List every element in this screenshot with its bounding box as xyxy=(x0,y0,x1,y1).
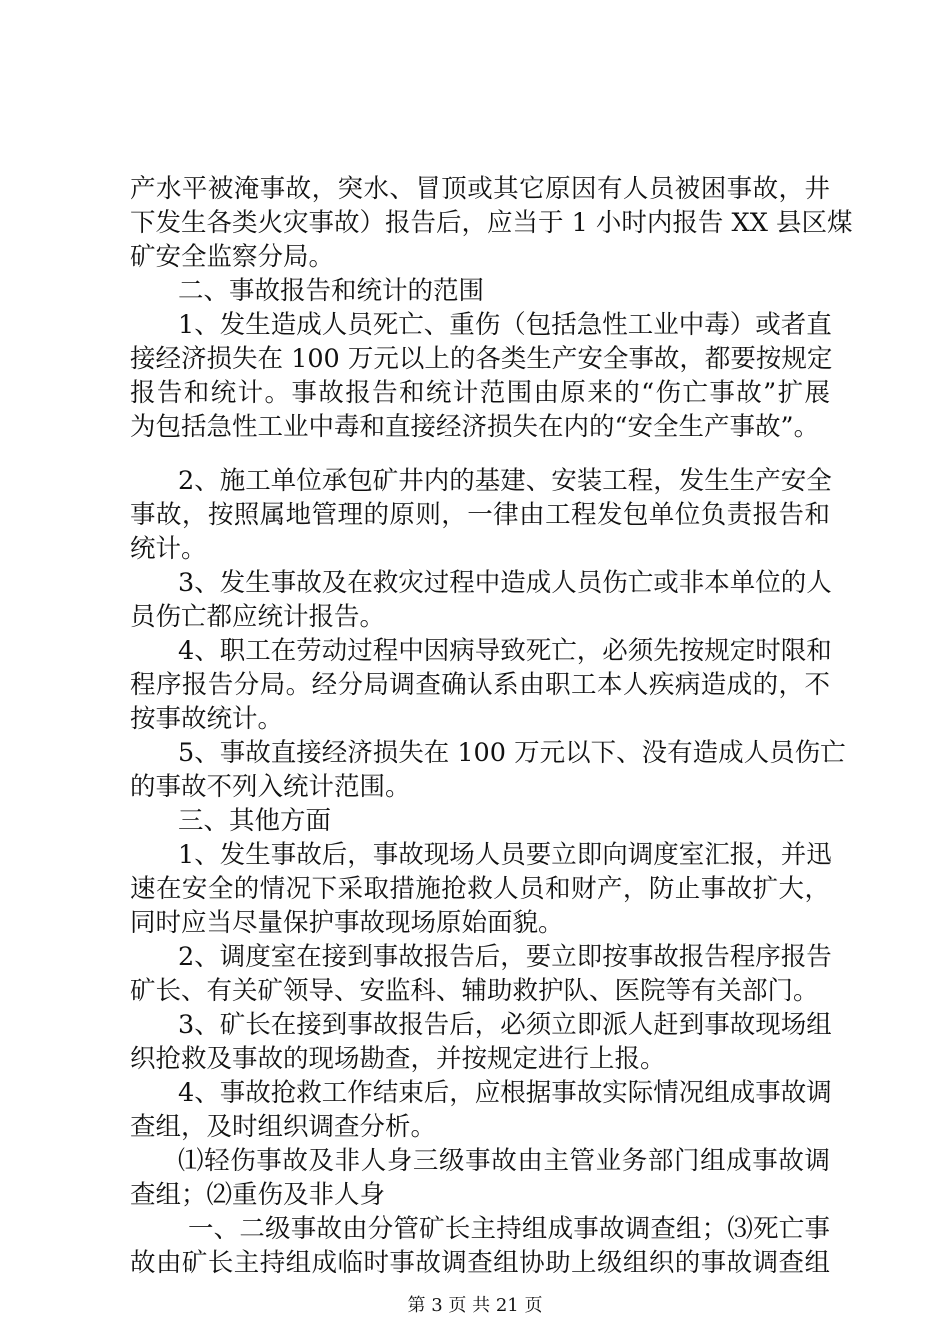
paragraph-line: 产水平被淹事故，突水、冒顶或其它原因有人员被困事故，井 xyxy=(130,174,830,204)
paragraph-line: 接经济损失在 100 万元以上的各类生产安全事故，都要按规定 xyxy=(130,344,833,374)
paragraph-line: 1、发生造成人员死亡、重伤（包括急性工业中毒）或者直 xyxy=(178,310,832,340)
paragraph-line: 2、调度室在接到事故报告后，要立即按事故报告程序报告 xyxy=(178,942,832,972)
section-heading: 三、其他方面 xyxy=(178,806,332,836)
section-heading: 二、事故报告和统计的范围 xyxy=(178,276,485,306)
paragraph-line: 2、施工单位承包矿井内的基建、安装工程，发生生产安全 xyxy=(178,466,832,496)
paragraph-line: 的事故不列入统计范围。 xyxy=(130,772,411,802)
paragraph-line: 矿长、有关矿领导、安监科、辅助救护队、医院等有关部门。 xyxy=(130,976,819,1006)
paragraph-line: 按事故统计。 xyxy=(130,704,284,734)
paragraph-line: 统计。 xyxy=(130,534,207,564)
paragraph-line: 3、矿长在接到事故报告后，必须立即派人赶到事故现场组 xyxy=(178,1010,832,1040)
paragraph-line: ⑴轻伤事故及非人身三级事故由主管业务部门组成事故调 xyxy=(178,1146,830,1176)
paragraph-line: 故由矿长主持组成临时事故调查组协助上级组织的事故调查组 xyxy=(130,1248,830,1278)
paragraph-line: 程序报告分局。经分局调查确认系由职工本人疾病造成的，不 xyxy=(130,670,830,700)
paragraph-line: 员伤亡都应统计报告。 xyxy=(130,602,386,632)
paragraph-line: 报告和统计。事故报告和统计范围由原来的“伤亡事故”扩展 xyxy=(130,378,830,408)
paragraph-line: 为包括急性工业中毒和直接经济损失在内的“安全生产事故”。 xyxy=(130,412,820,442)
paragraph-line: 矿安全监察分局。 xyxy=(130,242,335,272)
paragraph-line: 下发生各类火灾事故）报告后，应当于 1 小时内报告 XX 县区煤 xyxy=(130,208,853,238)
paragraph-line: 4、事故抢救工作结束后，应根据事故实际情况组成事故调 xyxy=(178,1078,832,1108)
paragraph-line: 查组，及时组织调查分析。 xyxy=(130,1112,437,1142)
paragraph-line: 查组；⑵重伤及非人身 xyxy=(130,1180,386,1210)
paragraph-line: 一、二级事故由分管矿长主持组成事故调查组；⑶死亡事 xyxy=(188,1214,830,1244)
paragraph-line: 1、发生事故后，事故现场人员要立即向调度室汇报，并迅 xyxy=(178,840,832,870)
paragraph-line: 3、发生事故及在救灾过程中造成人员伤亡或非本单位的人 xyxy=(178,568,832,598)
paragraph-line: 速在安全的情况下采取措施抢救人员和财产，防止事故扩大， xyxy=(130,874,830,904)
paragraph-line: 4、职工在劳动过程中因病导致死亡，必须先按规定时限和 xyxy=(178,636,832,666)
page-footer: 第 3 页 共 21 页 xyxy=(407,1295,543,1316)
paragraph-line: 织抢救及事故的现场勘查，并按规定进行上报。 xyxy=(130,1044,666,1074)
paragraph-line: 事故，按照属地管理的原则，一律由工程发包单位负责报告和 xyxy=(130,500,830,530)
paragraph-line: 同时应当尽量保护事故现场原始面貌。 xyxy=(130,908,564,938)
paragraph-line: 5、事故直接经济损失在 100 万元以下、没有造成人员伤亡 xyxy=(178,738,846,768)
